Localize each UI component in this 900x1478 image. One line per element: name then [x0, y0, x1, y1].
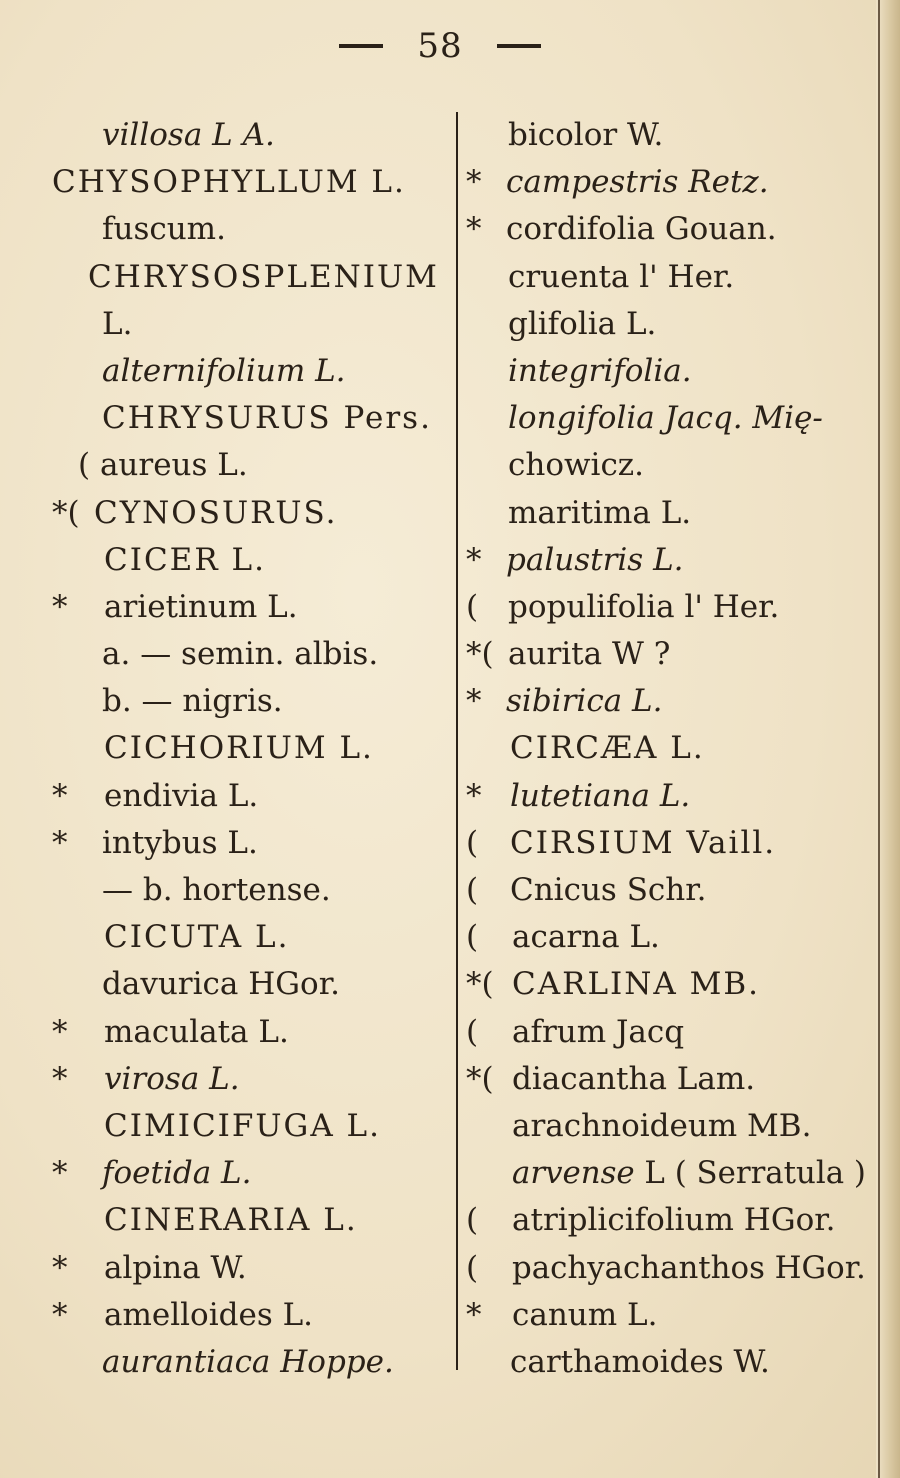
entry-marker: *: [466, 164, 482, 201]
index-entry: [466, 1056, 866, 1103]
species-name: campestris Retz.: [506, 164, 769, 201]
index-entry: [52, 1292, 452, 1339]
species-name: acarna L.: [512, 919, 660, 956]
index-entry: [52, 254, 452, 301]
entry-marker: *: [466, 777, 482, 814]
index-entry: [52, 395, 452, 442]
index-entry: [52, 348, 452, 395]
species-name: amelloides L.: [104, 1296, 314, 1333]
species-name: virosa L.: [104, 1060, 240, 1097]
species-name: carthamoides W.: [510, 1343, 770, 1380]
genus-name: CINERARIA L.: [104, 1202, 358, 1239]
page-edge-line: [878, 0, 880, 1478]
species-name: pachyachanthos HGor.: [512, 1249, 866, 1286]
genus-name: CHYSOPHYLLUM L.: [52, 164, 406, 201]
species-name: arachnoideum MB.: [512, 1107, 812, 1144]
species-name: alpina W.: [104, 1249, 247, 1286]
left-column: [52, 112, 452, 1386]
index-entry: [466, 490, 866, 537]
genus-name: CYNOSURUS.: [94, 494, 338, 531]
species-name: — b. hortense.: [102, 872, 331, 908]
index-entry: [466, 442, 866, 489]
species-name: maculata L.: [104, 1013, 289, 1050]
entry-marker: *: [52, 777, 68, 814]
index-entry: [466, 725, 866, 772]
species-name: ( aureus L.: [78, 447, 248, 484]
species-name: longifolia Jacq. Mię-: [508, 400, 823, 437]
page-header: [0, 22, 880, 70]
index-entry: [466, 1245, 866, 1292]
right-column: [466, 112, 866, 1386]
species-name: alternifolium L.: [102, 352, 346, 389]
index-entry: [466, 961, 866, 1008]
species-name: canum L.: [512, 1296, 658, 1333]
species-name: glifolia L.: [508, 305, 657, 342]
index-entry: [52, 678, 452, 725]
entry-marker: *: [52, 824, 68, 861]
index-entry: [52, 820, 452, 867]
genus-name: CIRCÆA L.: [510, 730, 705, 767]
index-entry: [466, 1339, 866, 1386]
entry-marker: (: [466, 1249, 479, 1286]
index-entry: [466, 1009, 866, 1056]
index-entry: [52, 1197, 452, 1244]
header-dash-left: [339, 44, 383, 48]
index-entry: [52, 867, 452, 914]
index-entry: [52, 773, 452, 820]
species-name: diacantha Lam.: [512, 1060, 756, 1097]
index-entry: [52, 159, 452, 206]
index-entry: [52, 537, 452, 584]
index-entry: [52, 1009, 452, 1056]
entry-marker: *: [52, 1060, 68, 1097]
index-entry: [466, 159, 866, 206]
entry-marker: *: [466, 211, 482, 248]
index-entry: [466, 206, 866, 253]
page-number: 58: [417, 26, 463, 66]
index-entry: [52, 631, 452, 678]
index-entry: [466, 914, 866, 961]
column-divider: [456, 112, 458, 1370]
index-entry: [52, 1103, 452, 1150]
entry-marker: *: [52, 588, 68, 625]
genus-name: CARLINA MB.: [512, 966, 761, 1003]
index-entry: [52, 1245, 452, 1292]
species-name: foetida L.: [102, 1155, 252, 1192]
index-entry: [466, 254, 866, 301]
index-entry: [466, 1103, 866, 1150]
species-name: populifolia l' Her.: [508, 588, 780, 625]
entry-marker: *(: [52, 494, 80, 531]
genus-name: CICUTA L.: [104, 919, 290, 956]
species-name: villosa L A.: [102, 117, 275, 153]
entry-marker: (: [466, 1013, 479, 1050]
index-entry: [466, 773, 866, 820]
species-name: arvense L ( Serratula ): [512, 1155, 866, 1192]
index-entry: [52, 961, 452, 1008]
index-entry: [466, 820, 866, 867]
index-entry: [466, 584, 866, 631]
index-entry: [52, 725, 452, 772]
species-name: palustris L.: [506, 541, 684, 578]
entry-marker: *(: [466, 1060, 494, 1097]
index-entry: [52, 1056, 452, 1103]
index-entry: [466, 1292, 866, 1339]
species-name: cordifolia Gouan.: [506, 211, 777, 248]
entry-marker: *: [52, 1155, 68, 1192]
index-entry: [466, 348, 866, 395]
genus-name: CIMICIFUGA L.: [104, 1107, 381, 1144]
entry-marker: *: [466, 1296, 482, 1333]
species-name: lutetiana L.: [510, 777, 691, 814]
header-dash-right: [497, 44, 541, 48]
species-name: chowicz.: [508, 447, 644, 484]
index-entry: [466, 537, 866, 584]
species-name: fuscum.: [102, 211, 226, 248]
entry-marker: (: [466, 1202, 479, 1239]
genus-name: CHRYSOSPLENIUM: [88, 258, 439, 295]
index-entry: [466, 301, 866, 348]
species-name: bicolor W.: [508, 117, 664, 153]
species-name: aurita W ?: [508, 636, 671, 673]
species-name: davurica HGor.: [102, 966, 340, 1003]
species-name: aurantiaca Hoppe.: [102, 1343, 394, 1380]
index-entry: [466, 867, 866, 914]
species-name: maritima L.: [508, 494, 692, 531]
species-name: endivia L.: [104, 777, 259, 814]
entry-marker: *: [52, 1249, 68, 1286]
index-entry: [52, 206, 452, 253]
index-entry: [52, 914, 452, 961]
entry-marker: *: [52, 1296, 68, 1333]
index-entry: [52, 112, 452, 159]
entry-marker: *: [52, 1013, 68, 1050]
genus-name: CIRSIUM Vaill.: [510, 824, 777, 861]
species-name: sibirica L.: [506, 683, 663, 720]
index-entry: [466, 112, 866, 159]
index-entry: [466, 678, 866, 725]
entry-marker: (: [466, 588, 479, 625]
index-entry: [52, 1150, 452, 1197]
entry-marker: *: [466, 541, 482, 578]
species-name: intybus L.: [102, 824, 258, 861]
index-entry: [52, 584, 452, 631]
entry-marker: (: [466, 872, 479, 908]
species-name: b. — nigris.: [102, 683, 283, 720]
index-entry: [52, 490, 452, 537]
entry-marker: *: [466, 683, 482, 720]
species-name: integrifolia.: [508, 352, 692, 389]
entry-marker: (: [466, 824, 479, 861]
species-name: cruenta l' Her.: [508, 258, 735, 295]
species-name: atriplicifolium HGor.: [512, 1202, 836, 1239]
index-entry: [466, 395, 866, 442]
index-entry: [52, 1339, 452, 1386]
index-entry: [52, 301, 452, 348]
index-entry: [466, 1197, 866, 1244]
genus-name: CICHORIUM L.: [104, 730, 374, 767]
species-name: L.: [102, 305, 133, 342]
species-name: arietinum L.: [104, 588, 298, 625]
index-entry: [466, 631, 866, 678]
entry-marker: (: [466, 919, 479, 956]
species-name: Cnicus Schr.: [510, 872, 707, 908]
genus-name: CICER L.: [104, 541, 266, 578]
entry-marker: *(: [466, 636, 494, 673]
entry-marker: *(: [466, 966, 494, 1003]
species-name: afrum Jacq: [512, 1013, 685, 1050]
genus-name: CHRYSURUS Pers.: [102, 400, 432, 437]
species-name: a. — semin. albis.: [102, 636, 379, 673]
index-entry: [466, 1150, 866, 1197]
index-entry: [52, 442, 452, 489]
